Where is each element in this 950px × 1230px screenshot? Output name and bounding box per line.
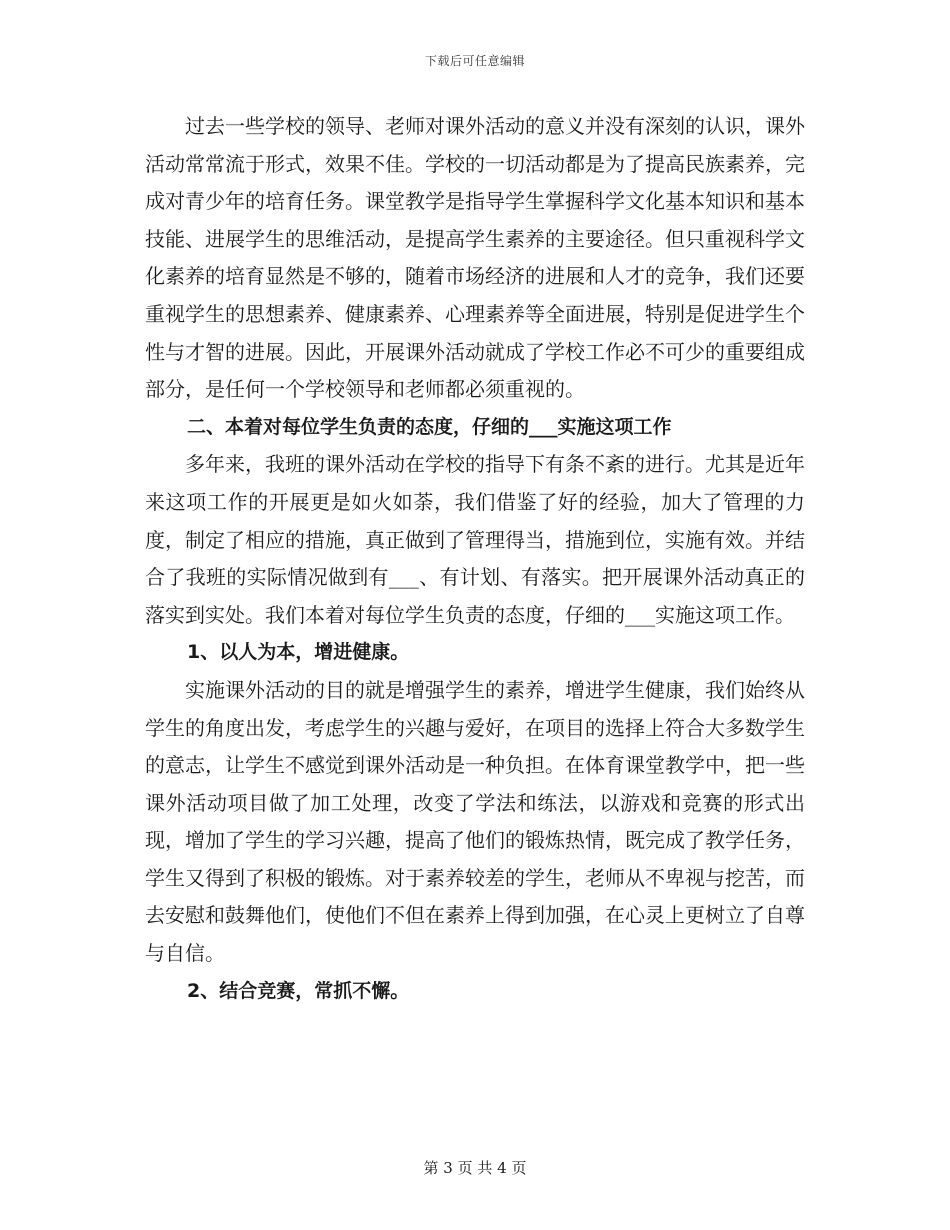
section-heading-2: 二、本着对每位学生负责的态度，仔细的___实施这项工作 xyxy=(187,415,672,438)
paragraph-2: 多年来，我班的课外活动在学校的指导下有条不紊的进行。尤其是近年来这项工作的开展更是如火如荼，我们借鉴了好的经验，加大了管理的力度，制定了相应的措施，真正做到了管理得当，措施到位，实施有效。并结合了我班的实际情况做到有___、有计划、有落实。把开展课外活动真正的落实到实处。我们本着对每位学生负责的态度，仔细的___实施这项工作。 xyxy=(145,452,805,627)
paragraph-1: 过去一些学校的领导、老师对课外活动的意义并没有深刻的认识，课外活动常常流于形式，效果不佳。学校的一切活动都是为了提高民族素养，完成对青少年的培育任务。课堂教学是指导学生掌握科学文化基本知识和基本技能、进展学生的思维活动，是提高学生素养的主要途径。但只重视科学文化素养的培育显然是不够的，随着市场经济的进展和人才的竞争，我们还要重视学生的思想素养、健康素养、心理素养等全面进展，特别是促进学生个性与才智的进展。因此，开展课外活动就成了学校工作必不可少的重要组成部分，是任何一个学校领导和老师都必须重视的。 xyxy=(145,114,805,402)
document-body xyxy=(145,108,805,1010)
page-header: 下载后可任意编辑 xyxy=(424,54,525,68)
page-footer: 第 3 页 共 4 页 xyxy=(423,1159,527,1177)
subheading-2: 2、结合竞赛，常抓不懈。 xyxy=(187,979,410,1002)
paragraph-3: 实施课外活动的目的就是增强学生的素养，增进学生健康，我们始终从学生的角度出发，考虑学生的兴趣与爱好，在项目的选择上符合大多数学生的意志，让学生不感觉到课外活动是一种负担。在体育课堂教学中，把一些课外活动项目做了加工处理，改变了学法和练法，以游戏和竞赛的形式出现，增加了学生的学习兴趣，提高了他们的锻炼热情，既完成了教学任务，学生又得到了积极的锻炼。对于素养较差的学生，老师从不卑视与挖苦，而去安慰和鼓舞他们，使他们不但在素养上得到加强，在心灵上更树立了自尊与自信。 xyxy=(145,677,805,966)
subheading-1: 1、以人为本，增进健康。 xyxy=(187,641,410,664)
